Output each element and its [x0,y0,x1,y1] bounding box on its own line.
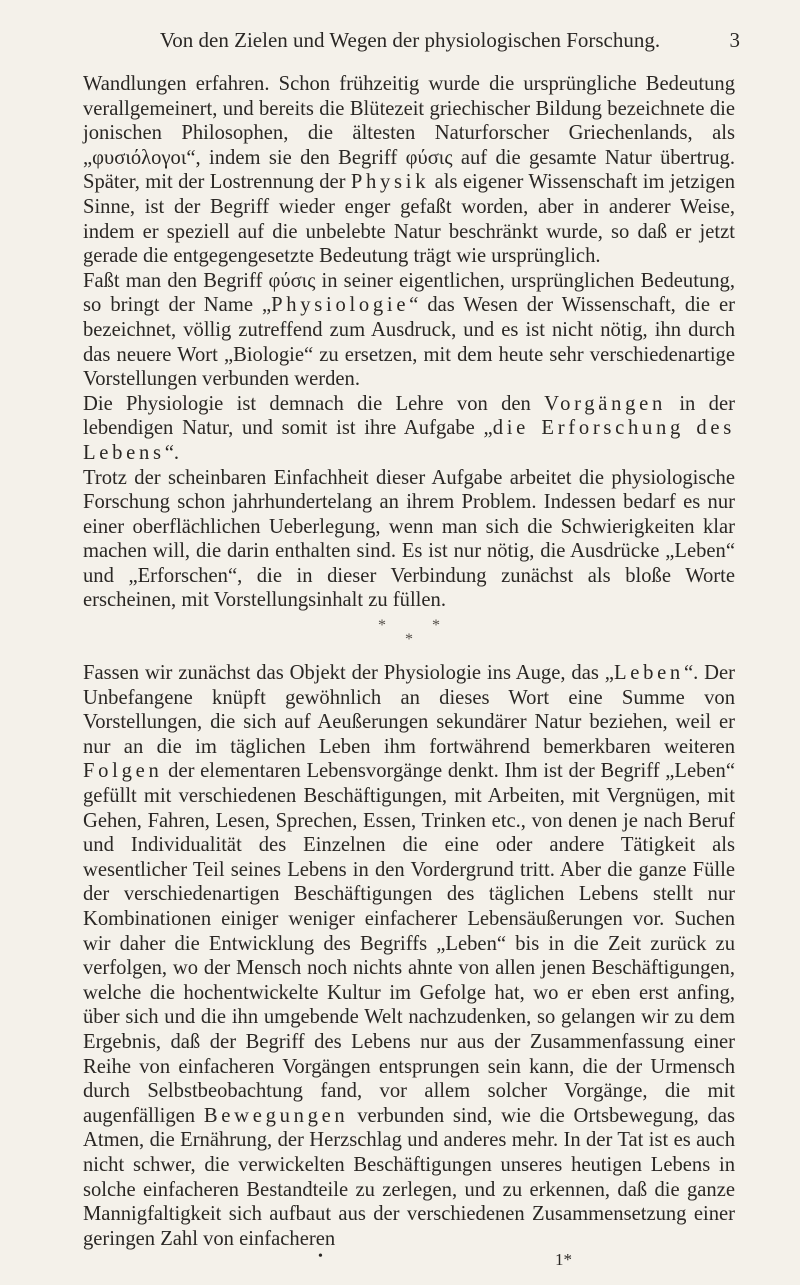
spaced-emphasis: Bewegungen [203,1104,349,1127]
spaced-emphasis: Leben [613,662,684,685]
paragraph [83,269,735,392]
body-text [83,72,735,1251]
text-run: Faßt man den Begriff φύσις in seiner eigentlichen, ursprünglichen Bedeutung, so bringt der Name „ [83,269,735,317]
text-run: Fassen wir zunächst das Objekt der Physiologie ins Auge, das „ [83,662,614,685]
paragraph [83,72,735,269]
spaced-emphasis: Physiologie [271,294,410,317]
text-run: Die Physiologie ist demnach die Lehre von den [83,392,545,415]
separator-star: * [432,617,440,635]
text-run: als eigener Wissenschaft im jetzigen Sinne, ist der Begriff wieder enger gefaßt worden, aber in anderer Weise, indem er speziell auf die unbelebte Natur beschränkt wurde, so daß er jetzt gerade die entgegengesetzte Bedeutung trägt wie ursprünglich. [83,171,736,268]
section-separator [83,619,735,647]
separator-star: * [378,617,386,635]
spaced-emphasis: Folgen [83,760,163,783]
spaced-emphasis: Physik [350,171,430,194]
text-run: in der lebendigen Natur, und somit ist ihre Aufgabe „ [83,392,735,440]
text-run: Trotz der scheinbaren Einfachheit dieser Aufgabe arbeitet die physiologische Forschung schon jahrhundertelang an ihrem Problem. Indessen bedarf es nur einer oberflächlichen Ueberlegung, wenn man sich die Schwierigkeiten klar machen will, die darin enthalten sind. Es ist nur nötig, die Ausdrücke „Leben“ und „Erforschen“, die in dieser Verbindung zunächst als bloße Worte erscheinen, mit Vorstellungsinhalt zu füllen. [83,466,735,612]
text-run: “. Der Unbefangene knüpft gewöhnlich an dieses Wort eine Summe von Vorstellungen, die sich auf Aeußerungen sekundärer Natur beziehen, weil er nur an die im täglichen Leben ihm fortwährend bemerkbaren weiteren [83,662,736,758]
text-run: Wandlungen erfahren. Schon frühzeitig wurde die ursprüngliche Bedeutung verallgemeinert, und bereits die Blütezeit griechischer Bildung bezeichnete die jonischen Philosophen, die ältesten Naturforscher Griechenlands, als „φυσιόλογοι“, indem sie den Begriff φύσις auf die gesamte Natur übertrug. Später, mit der Lostrennung der [83,73,735,194]
text-run: “ das Wesen der Wissenschaft, die er bezeichnet, völlig zutreffend zum Ausdruck, und es ist nicht nötig, ihn durch das neuere Wort „Biologie“ zu ersetzen, mit dem heute sehr verschiedenartige Vorstellungen verbunden werden. [83,294,735,391]
sheet-signature: 1* [555,1250,572,1269]
separator-star: * [405,631,413,649]
text-run: der elementaren Lebensvorgänge denkt. Ihm ist der Begriff „Leben“ gefüllt mit verschiedenen Beschäftigungen, mit Arbeiten, mit Vergnügen, mit Gehen, Fahren, Lesen, Sprechen, Essen, Trinken etc., von denen je nach Beruf und Individualität des Einzelnen die eine oder andere Tätigkeit als wesentlicher Teil seines Lebens in den Vordergrund tritt. Aber die ganze Fülle der verschiedenartigen Beschäftigungen des täglichen Lebens stellt nur Kombinationen einiger weniger einfacherer Lebensäußerungen vor. Suchen wir daher die Entwicklung des Begriffs „Leben“ bis in die Zeit zurück zu verfolgen, wo der Mensch noch nichts ahnte von allen jenen Beschäftigungen, welche die hochentwickelte Kultur im Gefolge hat, wo er eben erst anfing, über sich und die ihn umgebende Welt nachzudenken, so gelangen wir zu dem Ergebnis, daß der Begriff des Lebens nur aus der Zusammenfassung einer Reihe von einfacheren Vorgängen entsprungen sein kann, die der Urmensch durch Selbstbeobachtung fand, vor allem solcher Vorgänge, die mit augenfälligen [83,760,735,1127]
printer-mark: • [318,1249,323,1264]
spaced-emphasis: Vorgängen [544,392,667,415]
paragraph [83,661,735,1251]
text-run: verbunden sind, wie die Ortsbewegung, das Atmen, die Ernährung, der Herzschlag und anderes mehr. In der Tat ist es auch nicht schwer, die verwickelten Beschäftigungen unseres heutigen Lebens in solche einfacheren Bestandteile zu zerlegen, und zu erkennen, daß die ganze Mannigfaltigkeit sich aufbaut aus der verschiedenen Zusammensetzung einer geringen Zahl von einfacheren [83,1104,736,1250]
text-run: “. [164,441,180,464]
paragraph [83,466,735,614]
text-block-2 [83,661,735,1251]
running-title: Von den Zielen und Wegen der physiologischen Forschung. [159,28,661,52]
running-header [80,28,740,58]
text-block-1 [83,72,735,613]
paragraph [83,392,735,466]
page-number: 3 [729,28,740,52]
spaced-emphasis: die Erforschung des Lebens [83,417,735,464]
